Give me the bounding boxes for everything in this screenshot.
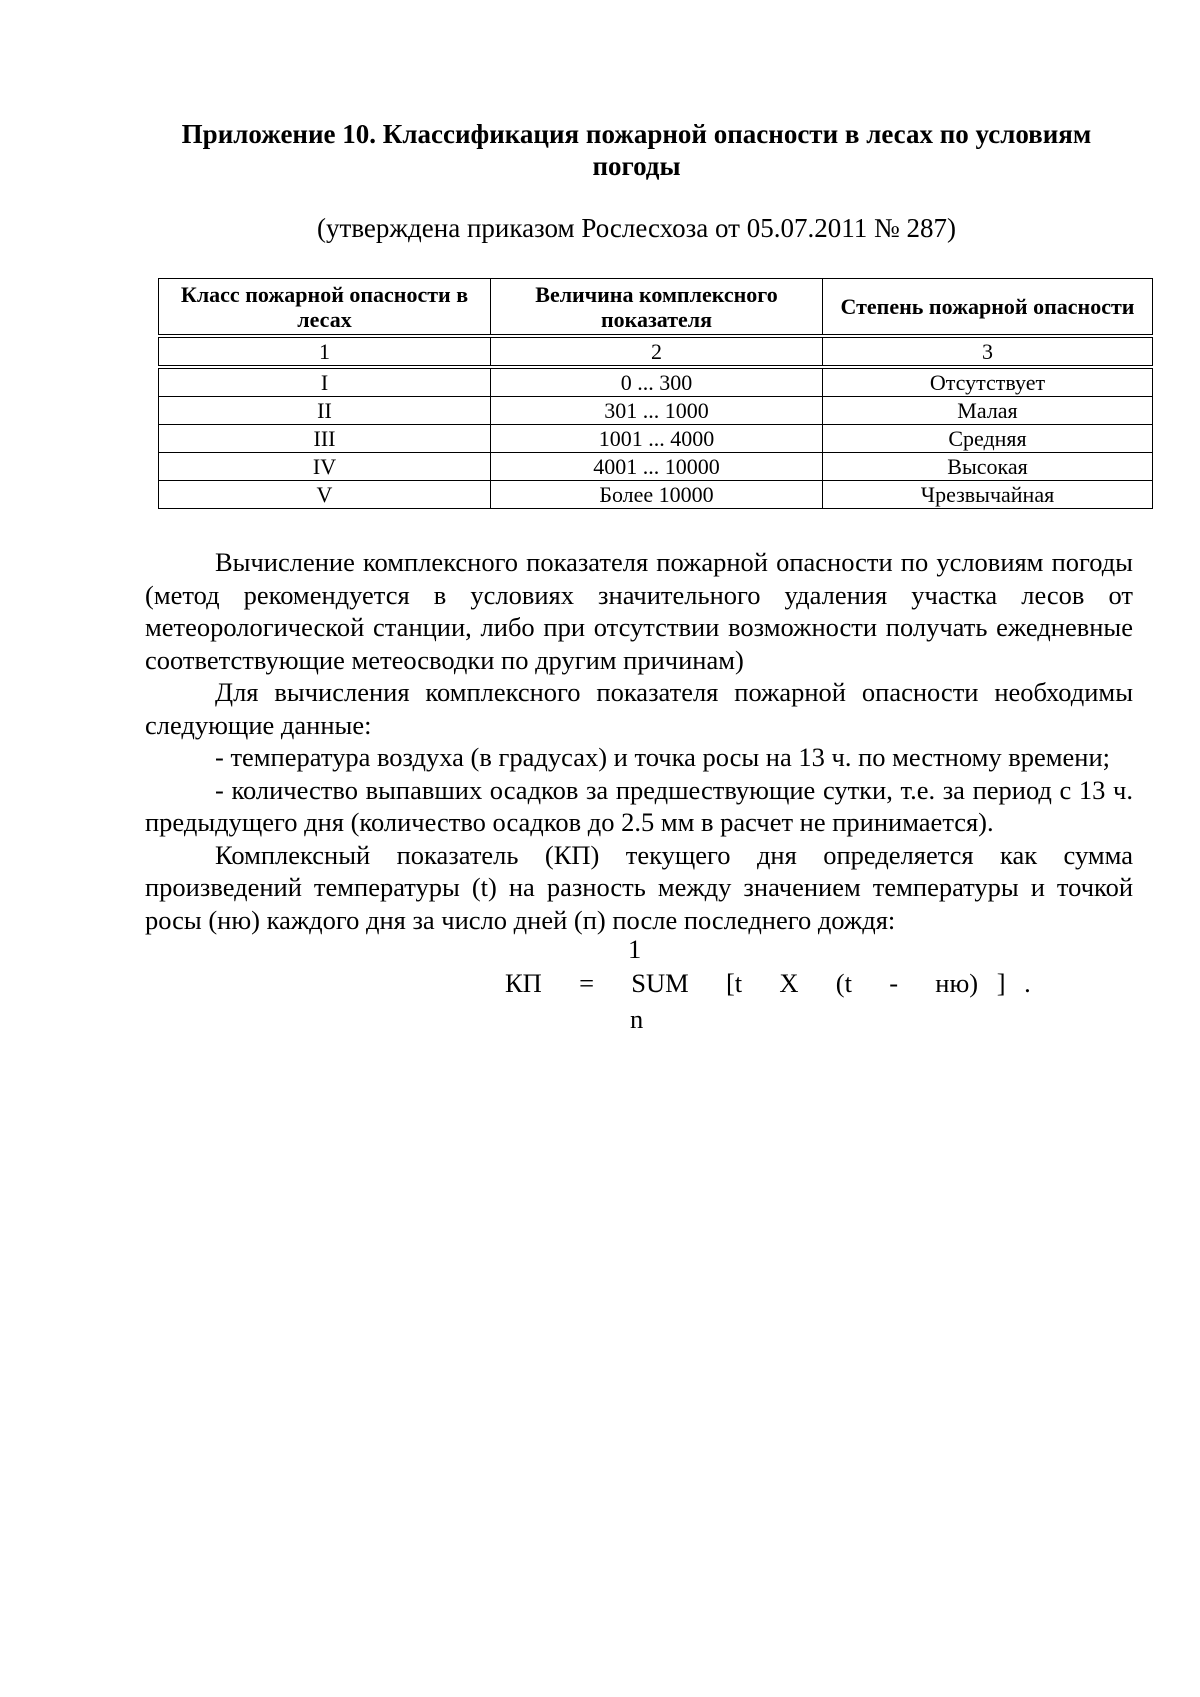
fire-danger-table	[158, 278, 1153, 509]
formula-main: КП = SUM [t X (t - ню) ] .	[505, 968, 1031, 998]
table-cell-value: 4001 ... 10000	[491, 453, 823, 481]
table-cell-class: I	[159, 367, 491, 397]
header-degree: Степень пожарной опасности	[823, 279, 1153, 337]
body-text	[145, 546, 1133, 936]
list-item: - количество выпавших осадков за предшествующие сутки, т.е. за период с 13 ч. предыдущего дня (количество осадков до 2.5 мм в расчет не принимается).	[145, 774, 1133, 837]
column-number: 1	[159, 336, 491, 367]
table-row	[159, 397, 1153, 425]
formula-lower: n	[630, 1004, 644, 1034]
table-row	[159, 481, 1153, 509]
table-row	[159, 425, 1153, 453]
table-cell-class: III	[159, 425, 491, 453]
table-row	[159, 367, 1153, 397]
document-subtitle: (утверждена приказом Рослесхоза от 05.07.2011 № 287)	[317, 213, 956, 243]
list-item: - температура воздуха (в градусах) и точка росы на 13 ч. по местному времени;	[215, 742, 1111, 772]
table-cell-degree: Малая	[823, 397, 1153, 425]
paragraph: Вычисление комплексного показателя пожарной опасности по условиям погоды (метод рекомендуется в условиях значительного удаления участка лесов от метеорологической станции, либо при отсутствии возможности получать ежедневные соответствующие метеосводки по другим причинам)	[145, 547, 1133, 675]
formula	[0, 934, 1200, 1034]
column-number-row	[159, 336, 1153, 367]
table-header-row	[159, 279, 1153, 337]
table-cell-value: 0 ... 300	[491, 367, 823, 397]
table-cell-degree: Высокая	[823, 453, 1153, 481]
column-number: 3	[823, 336, 1153, 367]
paragraph: Для вычисления комплексного показателя пожарной опасности необходимы следующие данные:	[145, 677, 1133, 740]
table-cell-degree: Чрезвычайная	[823, 481, 1153, 509]
table-cell-value: 301 ... 1000	[491, 397, 823, 425]
formula-upper: 1	[628, 934, 642, 964]
table-cell-class: V	[159, 481, 491, 509]
column-number: 2	[491, 336, 823, 367]
table-row	[159, 453, 1153, 481]
table-cell-degree: Отсутствует	[823, 367, 1153, 397]
document-title: Приложение 10. Классификация пожарной опасности в лесах по условиям погоды	[181, 119, 1092, 181]
table-cell-value: 1001 ... 4000	[491, 425, 823, 453]
table-cell-degree: Средняя	[823, 425, 1153, 453]
table-cell-value: Более 10000	[491, 481, 823, 509]
header-class: Класс пожарной опасности в лесах	[159, 279, 491, 337]
header-value: Величина комплексного показателя	[491, 279, 823, 337]
paragraph: Комплексный показатель (КП) текущего дня определяется как сумма произведений температуры (t) на разность между значением температуры и точкой росы (ню) каждого дня за число дней (п) после последнего дождя:	[145, 839, 1133, 935]
table-cell-class: II	[159, 397, 491, 425]
table-cell-class: IV	[159, 453, 491, 481]
